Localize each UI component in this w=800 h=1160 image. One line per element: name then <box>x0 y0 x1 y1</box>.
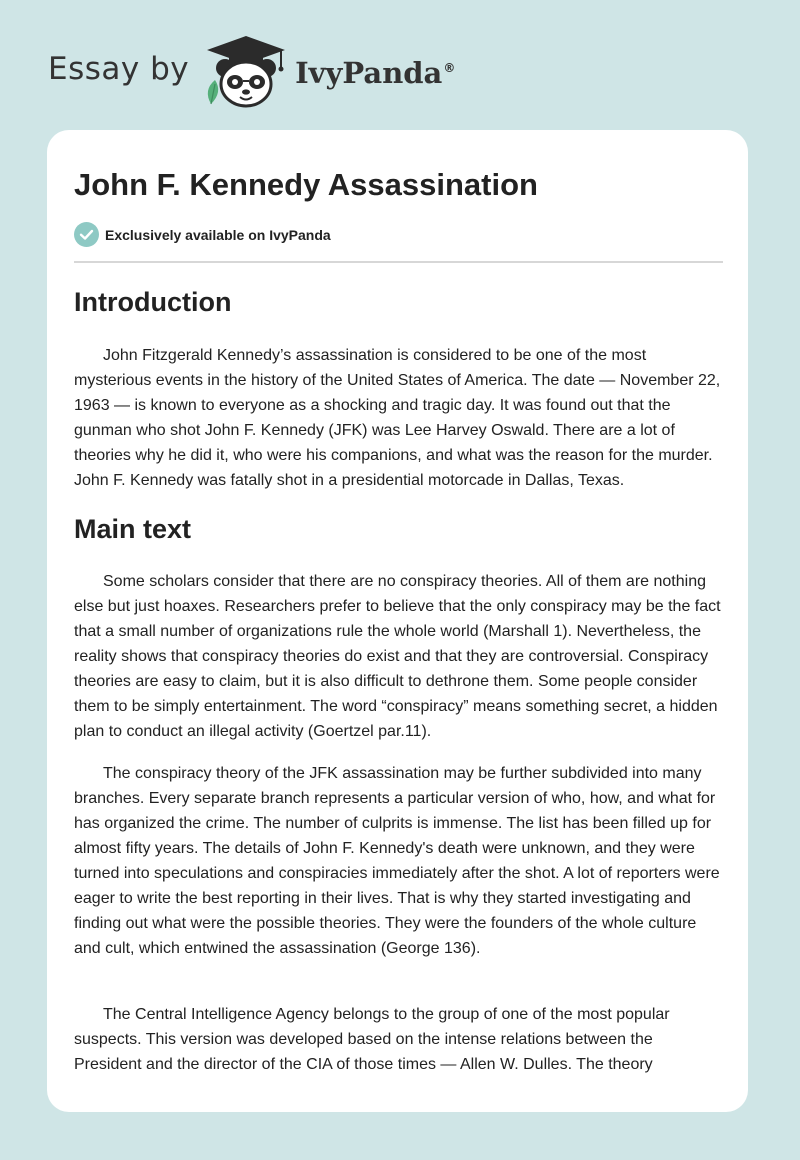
paragraph: The Central Intelligence Agency belongs to the group of one of the most popular suspects. This version was developed based on the intense relations between the President and the director of the CIA of those times — Allen W. Dulles. The theory <box>74 1006 670 1073</box>
paragraph: The conspiracy theory of the JFK assassination may be further subdivided into many branches. Every separate branch represents a particular version of who, how, and what for has organized the crime. The number of culprits is immense. The list has been filled up for almost fifty years. The details of John F. Kennedy's death were unknown, and they were turned into speculations and conspiracies immediately after the shot. A lot of reporters were eager to write the best reporting in their lives. That is why they started investigating and finding out what were the possible theories. They were the founders of the whole culture and cult, which entwined the assassination (George 136). <box>74 765 720 957</box>
essay-card <box>47 130 748 1112</box>
panda-logo-icon <box>201 34 291 110</box>
brand-name-text: IvyPanda <box>295 56 443 90</box>
section-heading-main-text: Main text <box>74 514 192 544</box>
registered-mark: ® <box>443 61 456 76</box>
exclusive-badge-text: Exclusively available on IvyPanda <box>105 226 331 243</box>
exclusive-badge <box>74 222 331 247</box>
section-heading-introduction: Introduction <box>74 287 232 317</box>
essay-title: John F. Kennedy Assassination <box>74 167 538 202</box>
brand-header <box>48 34 455 110</box>
brand-name <box>295 56 455 90</box>
check-circle-icon <box>74 222 99 247</box>
paragraph: Some scholars consider that there are no conspiracy theories. All of them are nothing else but just hoaxes. Researchers prefer to believe that the only conspiracy may be the fact that a small number of organizations rule the whole world (Marshall 1). Nevertheless, the reality shows that conspiracy theories do exist and that they are controversial. Conspiracy theories are easy to claim, but it is also difficult to dethrone them. Some people consider them to be simply entertainment. The word “conspiracy” means something secret, a hidden plan to conduct an illegal activity (Goertzel par.11). <box>74 573 721 740</box>
brand-prefix: Essay by <box>48 51 190 87</box>
title-divider <box>74 261 723 263</box>
paragraph: John Fitzgerald Kennedy’s assassination is considered to be one of the most mysterious events in the history of the United States of America. The date — November 22, 1963 — is known to everyone as a shocking and tragic day. It was found out that the gunman who shot John F. Kennedy (JFK) was Lee Harvey Oswald. There are a lot of theories why he did it, who were his companions, and what was the reason for the murder. John F. Kennedy was fatally shot in a presidential motorcade in Dallas, Texas. <box>74 347 721 489</box>
